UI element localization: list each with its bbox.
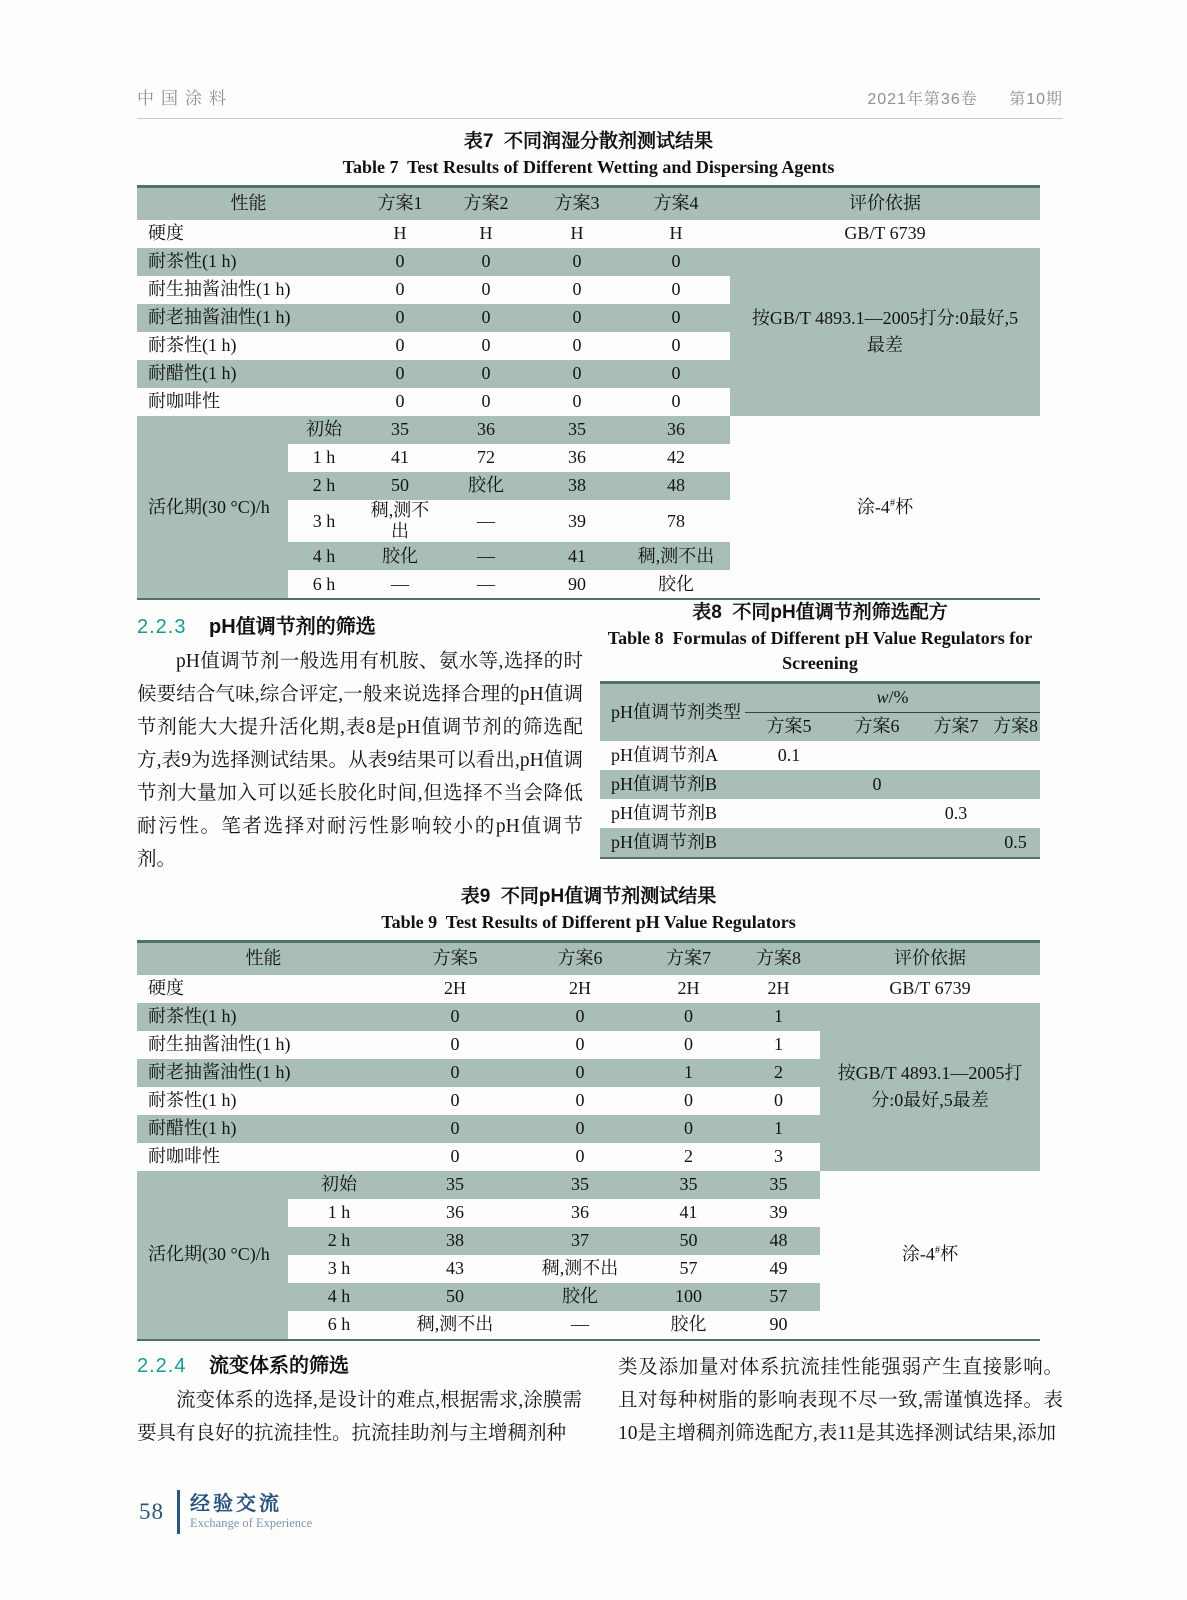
value-cell: H bbox=[570, 223, 584, 244]
section-number: 2.2.3 bbox=[137, 616, 187, 638]
journal-name: 中国涂料 bbox=[137, 89, 233, 108]
value-cell: 41 bbox=[391, 447, 409, 468]
section-2-2-4-paragraph-left: 流变体系的选择,是设计的难点,根据需求,涂膜需要具有良好的抗流挂性。抗流挂助剂与主增稠剂种 bbox=[137, 1390, 582, 1444]
value-cell: 0 bbox=[622, 248, 730, 276]
value-cell: 57 bbox=[737, 1283, 820, 1311]
value-cell: 48 bbox=[622, 472, 730, 500]
col-header-scheme: 方案8 bbox=[737, 942, 820, 976]
section-2-2-4-right-column bbox=[618, 1351, 1063, 1450]
value-cell bbox=[921, 828, 991, 858]
value-cell: 2H bbox=[444, 978, 466, 999]
value-cell bbox=[833, 799, 921, 828]
section-2-2-4-paragraph-right: 类及添加量对体系抗流挂性能强弱产生直接影响。且对每种树脂的影响表现不尽一致,需谨慎选择。表10是主增稠剂筛选配方,表11是其选择测试结果,添加 bbox=[618, 1357, 1063, 1444]
time-cell: 4 h bbox=[288, 542, 360, 570]
value-cell: 1 bbox=[737, 1003, 820, 1031]
section-2-2-4 bbox=[137, 1351, 1063, 1450]
value-cell: 0 bbox=[390, 1003, 520, 1031]
row-label-regulator: pH值调节剂A bbox=[611, 744, 718, 765]
row-label-stain: 耐茶性(1 h) bbox=[137, 248, 360, 276]
section-number: 2.2.4 bbox=[137, 1355, 187, 1377]
value-cell: 0.1 bbox=[777, 744, 801, 765]
value-cell: 90 bbox=[568, 573, 586, 594]
row-label-regulator: pH值调节剂B bbox=[611, 802, 718, 823]
basis-cell-merged: 涂-4#杯 bbox=[730, 416, 1040, 599]
value-cell: 39 bbox=[568, 510, 586, 531]
value-cell: 2H bbox=[677, 978, 700, 999]
value-cell: 0 bbox=[572, 391, 582, 412]
table8-title-cn: 表8 不同pH值调节剂筛选配方 bbox=[692, 602, 948, 623]
value-cell bbox=[833, 741, 921, 770]
col-header-scheme: 方案5 bbox=[745, 713, 833, 742]
table8-block bbox=[600, 600, 1040, 859]
value-cell: 稠,测不出 bbox=[370, 500, 430, 542]
value-cell: 0 bbox=[450, 1146, 460, 1167]
col-header-scheme: 方案3 bbox=[532, 187, 622, 221]
col-header-scheme: 方案1 bbox=[360, 187, 440, 221]
value-cell: 胶化 bbox=[520, 1283, 640, 1311]
value-cell: 0 bbox=[532, 304, 622, 332]
section-2-2-4-heading bbox=[137, 1351, 582, 1381]
issue-info bbox=[867, 86, 1063, 109]
value-cell: 3 bbox=[774, 1146, 783, 1167]
col-header-scheme: 方案5 bbox=[390, 942, 520, 976]
page-footer bbox=[139, 1490, 312, 1534]
time-cell: 3 h bbox=[327, 1258, 351, 1279]
col-header-group: w/% bbox=[745, 683, 1040, 713]
table8 bbox=[600, 681, 1040, 859]
col-header-scheme: 方案4 bbox=[622, 187, 730, 221]
basis-cell-merged: 涂-4#杯 bbox=[820, 1171, 1040, 1340]
time-cell: 初始 bbox=[288, 1171, 390, 1199]
value-cell: 0 bbox=[360, 248, 440, 276]
value-cell: 0 bbox=[390, 1059, 520, 1087]
row-label-stain: 耐茶性(1 h) bbox=[148, 335, 237, 356]
value-cell: 0 bbox=[520, 1059, 640, 1087]
value-cell: 0 bbox=[671, 391, 681, 412]
value-cell: 0 bbox=[520, 1115, 640, 1143]
row-label-stain: 耐咖啡性 bbox=[148, 391, 220, 412]
value-cell: 0 bbox=[575, 1146, 585, 1167]
basis-cell-merged: 按GB/T 4893.1—2005打分:0最好,5最差 bbox=[820, 1003, 1040, 1171]
value-cell: 胶化 bbox=[670, 1314, 707, 1335]
value-cell: 0 bbox=[640, 1003, 737, 1031]
value-cell: 36 bbox=[568, 447, 586, 468]
value-cell bbox=[991, 741, 1040, 770]
table8-title-en: Table 8 Formulas of Different pH Value Regulators for Screening bbox=[607, 628, 1033, 673]
table9-title-en: Table 9 Test Results of Different pH Value Regulators bbox=[381, 912, 796, 932]
value-cell: — bbox=[440, 542, 532, 570]
group-label-activation: 活化期(30 °C)/h bbox=[137, 416, 288, 599]
table8-grid bbox=[600, 681, 1040, 859]
value-cell: 35 bbox=[360, 416, 440, 444]
table7-block bbox=[137, 129, 1040, 600]
value-cell: 1 bbox=[640, 1059, 737, 1087]
value-cell: 100 bbox=[640, 1283, 737, 1311]
value-cell: 0 bbox=[572, 335, 582, 356]
value-cell bbox=[921, 770, 991, 799]
col-header-perf: 性能 bbox=[137, 942, 390, 976]
section-2-2-3-heading bbox=[137, 612, 583, 642]
table9-grid bbox=[137, 940, 1040, 1341]
value-cell: 0 bbox=[481, 279, 491, 300]
col-header-perf: 性能 bbox=[137, 187, 360, 221]
time-cell: 2 h bbox=[288, 472, 360, 500]
value-cell bbox=[745, 828, 833, 858]
value-cell: 50 bbox=[640, 1227, 737, 1255]
row-label-stain: 耐茶性(1 h) bbox=[148, 1090, 237, 1111]
footer-column bbox=[190, 1493, 312, 1531]
table9 bbox=[137, 940, 1040, 1341]
value-cell: — bbox=[477, 573, 495, 594]
value-cell: 78 bbox=[667, 510, 685, 531]
value-cell: 0 bbox=[440, 248, 532, 276]
table9-title-cn: 表9 不同pH值调节剂测试结果 bbox=[460, 886, 717, 907]
value-cell: 41 bbox=[532, 542, 622, 570]
footer-column-name-cn: 经验交流 bbox=[190, 1493, 282, 1515]
value-cell: 43 bbox=[446, 1258, 464, 1279]
value-cell: 0 bbox=[622, 360, 730, 388]
section-2-2-3-paragraph: pH值调节剂一般选用有机胺、氨水等,选择的时候要结合气味,综合评定,一般来说选择合理的pH值调节剂能大大提升活化期,表8是pH值调节剂的筛选配方,表9为选择测试结果。从表9结果可以看出,pH值调节剂大量加入可以延长胶化时间,但选择不当会降低耐污性。笔者选择对耐污性影响较小的pH值调节剂。 bbox=[137, 651, 583, 870]
value-cell: 0.3 bbox=[944, 802, 968, 823]
value-cell: 稠,测不出 bbox=[416, 1314, 494, 1335]
value-cell: 胶化 bbox=[440, 472, 532, 500]
time-cell: 4 h bbox=[288, 1283, 390, 1311]
value-cell: 0 bbox=[481, 335, 491, 356]
time-cell: 初始 bbox=[288, 416, 360, 444]
value-cell: 0 bbox=[481, 391, 491, 412]
table9-block bbox=[137, 884, 1040, 1341]
time-cell: 1 h bbox=[312, 447, 336, 468]
value-cell: 0 bbox=[395, 335, 405, 356]
value-cell bbox=[745, 799, 833, 828]
footer-column-name-en: Exchange of Experience bbox=[190, 1516, 313, 1530]
value-cell: 0 bbox=[684, 1034, 693, 1055]
value-cell: — bbox=[477, 510, 495, 531]
row-label-stain: 耐咖啡性 bbox=[148, 1146, 220, 1167]
value-cell: 1 bbox=[774, 1034, 783, 1055]
value-cell: 0.5 bbox=[991, 828, 1040, 858]
value-cell: 0 bbox=[360, 360, 440, 388]
basis-cell: GB/T 6739 bbox=[889, 978, 971, 999]
value-cell bbox=[833, 828, 921, 858]
value-cell: 35 bbox=[520, 1171, 640, 1199]
group-label-activation: 活化期(30 °C)/h bbox=[137, 1171, 288, 1340]
value-cell: 57 bbox=[679, 1258, 698, 1279]
value-cell: 0 bbox=[360, 304, 440, 332]
value-cell: 0 bbox=[450, 1034, 460, 1055]
value-cell: 0 bbox=[390, 1115, 520, 1143]
time-cell: 6 h bbox=[312, 573, 336, 594]
basis-cell-merged: 按GB/T 4893.1—2005打分:0最好,5最差 bbox=[730, 248, 1040, 416]
value-cell: 35 bbox=[640, 1171, 737, 1199]
value-cell: 50 bbox=[390, 1283, 520, 1311]
value-cell: 0 bbox=[833, 770, 921, 799]
value-cell: — bbox=[391, 573, 409, 594]
time-cell: 3 h bbox=[312, 510, 336, 531]
value-cell: 50 bbox=[360, 472, 440, 500]
page-header bbox=[137, 84, 1063, 119]
value-cell: 0 bbox=[450, 1090, 460, 1111]
value-cell: 0 bbox=[440, 304, 532, 332]
value-cell: 0 bbox=[520, 1003, 640, 1031]
col-header-basis: 评价依据 bbox=[820, 942, 1040, 976]
value-cell: 36 bbox=[622, 416, 730, 444]
basis-cell: GB/T 6739 bbox=[844, 223, 926, 244]
value-cell: 38 bbox=[532, 472, 622, 500]
row-label-hardness: 硬度 bbox=[148, 223, 184, 244]
value-cell: 72 bbox=[477, 447, 495, 468]
value-cell bbox=[921, 741, 991, 770]
value-cell: 2 bbox=[684, 1146, 693, 1167]
time-cell: 6 h bbox=[327, 1314, 351, 1335]
value-cell: — bbox=[571, 1314, 589, 1335]
page-number: 58 bbox=[139, 1499, 164, 1524]
row-label-stain: 耐茶性(1 h) bbox=[137, 1003, 390, 1031]
value-cell: 稠,测不出 bbox=[622, 542, 730, 570]
value-cell: 0 bbox=[532, 360, 622, 388]
value-cell: 49 bbox=[769, 1258, 788, 1279]
table7 bbox=[137, 185, 1040, 600]
section-2-2-3 bbox=[137, 612, 583, 876]
value-cell: 90 bbox=[769, 1314, 788, 1335]
volume-text: 2021年第36卷 bbox=[867, 91, 978, 108]
row-label-regulator: pH值调节剂B bbox=[600, 828, 745, 858]
value-cell bbox=[991, 770, 1040, 799]
col-header-scheme: 方案6 bbox=[833, 713, 921, 742]
value-cell: 36 bbox=[446, 1202, 464, 1223]
value-cell: 0 bbox=[640, 1115, 737, 1143]
value-cell: 0 bbox=[395, 279, 405, 300]
value-cell: 36 bbox=[571, 1202, 589, 1223]
col-header-scheme: 方案2 bbox=[440, 187, 532, 221]
table7-grid bbox=[137, 185, 1040, 600]
value-cell: 0 bbox=[575, 1090, 585, 1111]
time-cell: 1 h bbox=[327, 1202, 351, 1223]
row-label-stain: 耐生抽酱油性(1 h) bbox=[148, 1034, 291, 1055]
value-cell: H bbox=[479, 223, 493, 244]
value-cell: 2H bbox=[569, 978, 591, 999]
value-cell: 0 bbox=[532, 248, 622, 276]
row-label-stain: 耐老抽酱油性(1 h) bbox=[137, 304, 360, 332]
section-title: 流变体系的筛选 bbox=[209, 1355, 350, 1377]
value-cell bbox=[745, 770, 833, 799]
col-header-scheme: 方案6 bbox=[520, 942, 640, 976]
value-cell: 41 bbox=[679, 1202, 698, 1223]
value-cell: 0 bbox=[575, 1034, 585, 1055]
value-cell bbox=[991, 799, 1040, 828]
value-cell: 36 bbox=[440, 416, 532, 444]
row-label-regulator: pH值调节剂B bbox=[600, 770, 745, 799]
value-cell: 48 bbox=[737, 1227, 820, 1255]
value-cell: 0 bbox=[774, 1090, 783, 1111]
value-cell: 2H bbox=[767, 978, 790, 999]
section-2-2-4-left-column bbox=[137, 1351, 582, 1450]
value-cell: 35 bbox=[532, 416, 622, 444]
row-label-stain: 耐醋性(1 h) bbox=[137, 1115, 390, 1143]
value-cell: 0 bbox=[671, 279, 681, 300]
value-cell: H bbox=[393, 223, 407, 244]
value-cell: 0 bbox=[671, 335, 681, 356]
value-cell: 39 bbox=[769, 1202, 788, 1223]
value-cell: H bbox=[669, 223, 683, 244]
value-cell: 42 bbox=[667, 447, 685, 468]
value-cell: 2 bbox=[737, 1059, 820, 1087]
value-cell: 0 bbox=[622, 304, 730, 332]
col-header-type: pH值调节剂类型 bbox=[600, 683, 745, 742]
table7-title-cn: 表7 不同润湿分散剂测试结果 bbox=[463, 131, 714, 152]
footer-divider-bar bbox=[177, 1490, 180, 1534]
value-cell: 38 bbox=[390, 1227, 520, 1255]
value-cell: 胶化 bbox=[658, 573, 694, 594]
row-label-stain: 耐老抽酱油性(1 h) bbox=[137, 1059, 390, 1087]
value-cell: 0 bbox=[395, 391, 405, 412]
table7-title-en: Table 7 Test Results of Different Wetting and Dispersing Agents bbox=[342, 157, 835, 177]
row-label-stain: 耐醋性(1 h) bbox=[137, 360, 360, 388]
value-cell: 1 bbox=[737, 1115, 820, 1143]
col-header-basis: 评价依据 bbox=[730, 187, 1040, 221]
value-cell: 0 bbox=[572, 279, 582, 300]
section-title: pH值调节剂的筛选 bbox=[209, 616, 376, 638]
value-cell: 胶化 bbox=[360, 542, 440, 570]
issue-text: 第10期 bbox=[1009, 91, 1063, 108]
col-header-scheme: 方案8 bbox=[991, 713, 1040, 742]
time-cell: 2 h bbox=[288, 1227, 390, 1255]
row-label-stain: 耐生抽酱油性(1 h) bbox=[148, 279, 291, 300]
col-header-scheme: 方案7 bbox=[640, 942, 737, 976]
row-label-hardness: 硬度 bbox=[148, 978, 184, 999]
value-cell: 37 bbox=[520, 1227, 640, 1255]
value-cell: 35 bbox=[390, 1171, 520, 1199]
value-cell: 0 bbox=[684, 1090, 693, 1111]
value-cell: 稠,测不出 bbox=[541, 1258, 619, 1279]
value-cell: 0 bbox=[440, 360, 532, 388]
value-cell: 35 bbox=[737, 1171, 820, 1199]
col-header-scheme: 方案7 bbox=[921, 713, 991, 742]
